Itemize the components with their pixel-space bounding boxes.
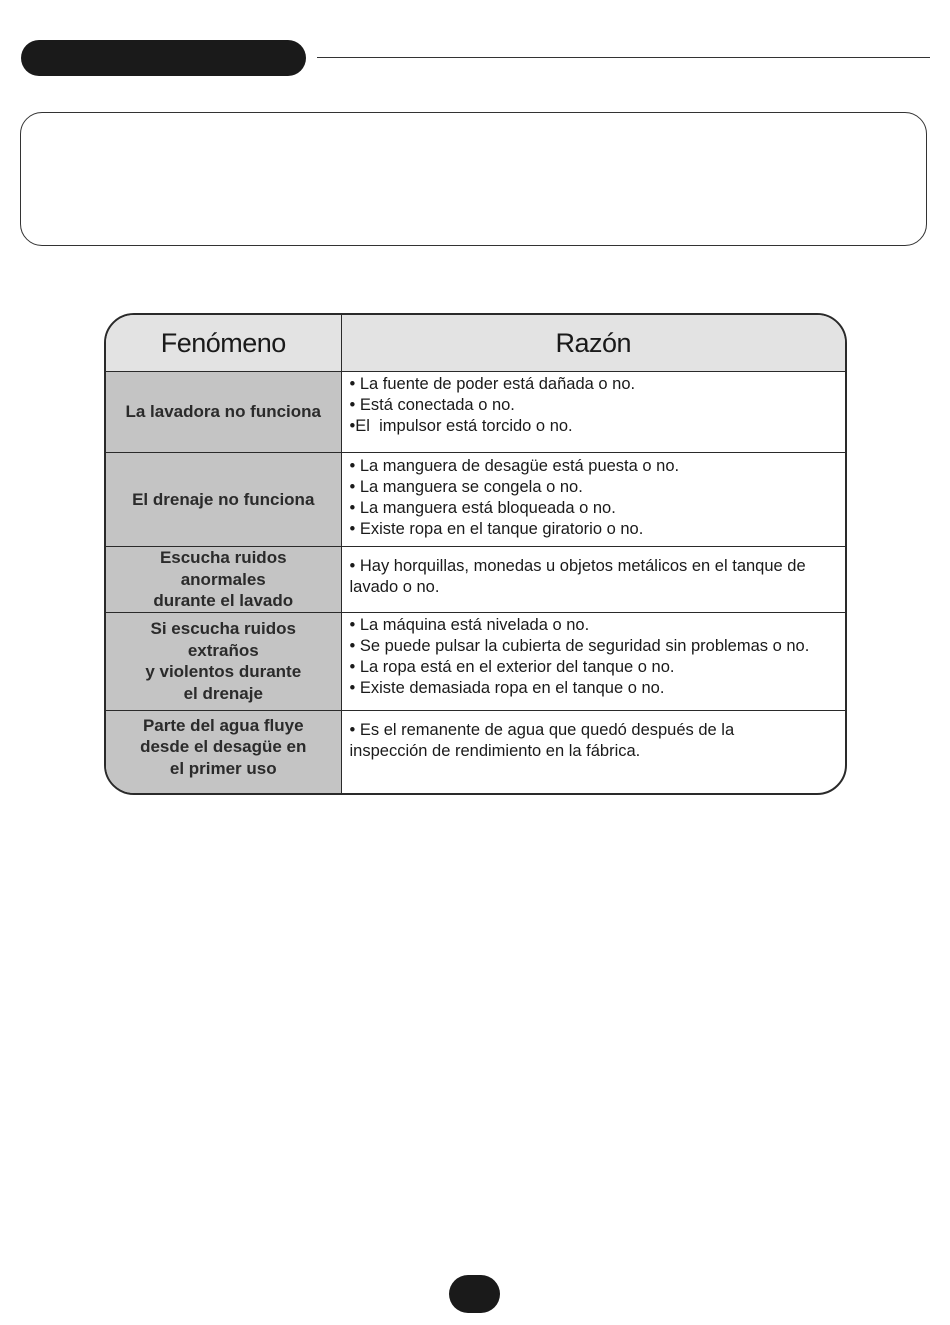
page-number-pill: [449, 1275, 500, 1313]
phenomenon-cell: [106, 547, 341, 613]
header-reason: Razón: [341, 315, 845, 372]
section-title-pill: [21, 40, 306, 76]
reason-item: • La manguera de desagüe está puesta o no.: [349, 457, 680, 475]
reason-cell: [341, 453, 845, 547]
table-header-row: [106, 315, 845, 372]
phenomenon-text: durante el lavado: [153, 591, 294, 610]
reason-item: • La máquina está nivelada o no.: [349, 615, 590, 634]
phenomenon-text: y violentos durante: [145, 662, 302, 681]
table-row: [106, 453, 845, 547]
phenomenon-text: el primer uso: [169, 758, 277, 778]
table-row: [106, 710, 845, 793]
reason-item: • Está conectada o no.: [349, 396, 515, 414]
reason-item: • Es el remanente de agua que quedó después de la: [349, 720, 735, 739]
reason-cell: [341, 372, 845, 453]
phenomenon-cell: [106, 372, 341, 453]
reason-cell: [341, 710, 845, 793]
phenomenon-text: La lavadora no funciona: [125, 402, 322, 422]
phenomenon-cell: [106, 612, 341, 710]
phenomenon-text: el drenaje: [183, 683, 263, 703]
phenomenon-text: El drenaje no funciona: [132, 489, 315, 509]
phenomenon-text: Si escucha ruidos extraños: [150, 619, 296, 660]
troubleshooting-table: [106, 315, 845, 793]
troubleshooting-table-frame: [104, 313, 847, 795]
phenomenon-cell: [106, 710, 341, 793]
reason-item: • La manguera se congela o no.: [349, 478, 583, 496]
table-row: [106, 612, 845, 710]
table-row: [106, 372, 845, 453]
reason-item: • La manguera está bloqueada o no.: [349, 499, 616, 517]
phenomenon-cell: [106, 453, 341, 547]
phenomenon-text: Parte del agua fluye: [142, 715, 304, 735]
reason-item: • Existe demasiada ropa en el tanque o no.: [349, 678, 665, 697]
reason-item: •El impulsor está torcido o no.: [349, 417, 573, 435]
reason-item: lavado o no.: [349, 578, 440, 596]
reason-item: • Se puede pulsar la cubierta de seguridad sin problemas o no.: [349, 636, 810, 655]
table-row: [106, 547, 845, 613]
reason-item: • Hay horquillas, monedas u objetos metálicos en el tanque de: [349, 557, 806, 575]
reason-item: • La fuente de poder está dañada o no.: [349, 375, 636, 393]
reason-item: • Existe ropa en el tanque giratorio o no.: [349, 520, 644, 538]
info-box: [20, 112, 927, 246]
phenomenon-text: desde el desagüe en: [140, 737, 307, 756]
phenomenon-text: Escucha ruidos anormales: [159, 548, 287, 589]
header-divider: [317, 57, 930, 58]
reason-item: inspección de rendimiento en la fábrica.: [349, 741, 641, 760]
reason-cell: [341, 612, 845, 710]
header-phenomenon: Fenómeno: [106, 315, 341, 372]
reason-item: • La ropa está en el exterior del tanque o no.: [349, 657, 675, 676]
reason-cell: [341, 547, 845, 613]
